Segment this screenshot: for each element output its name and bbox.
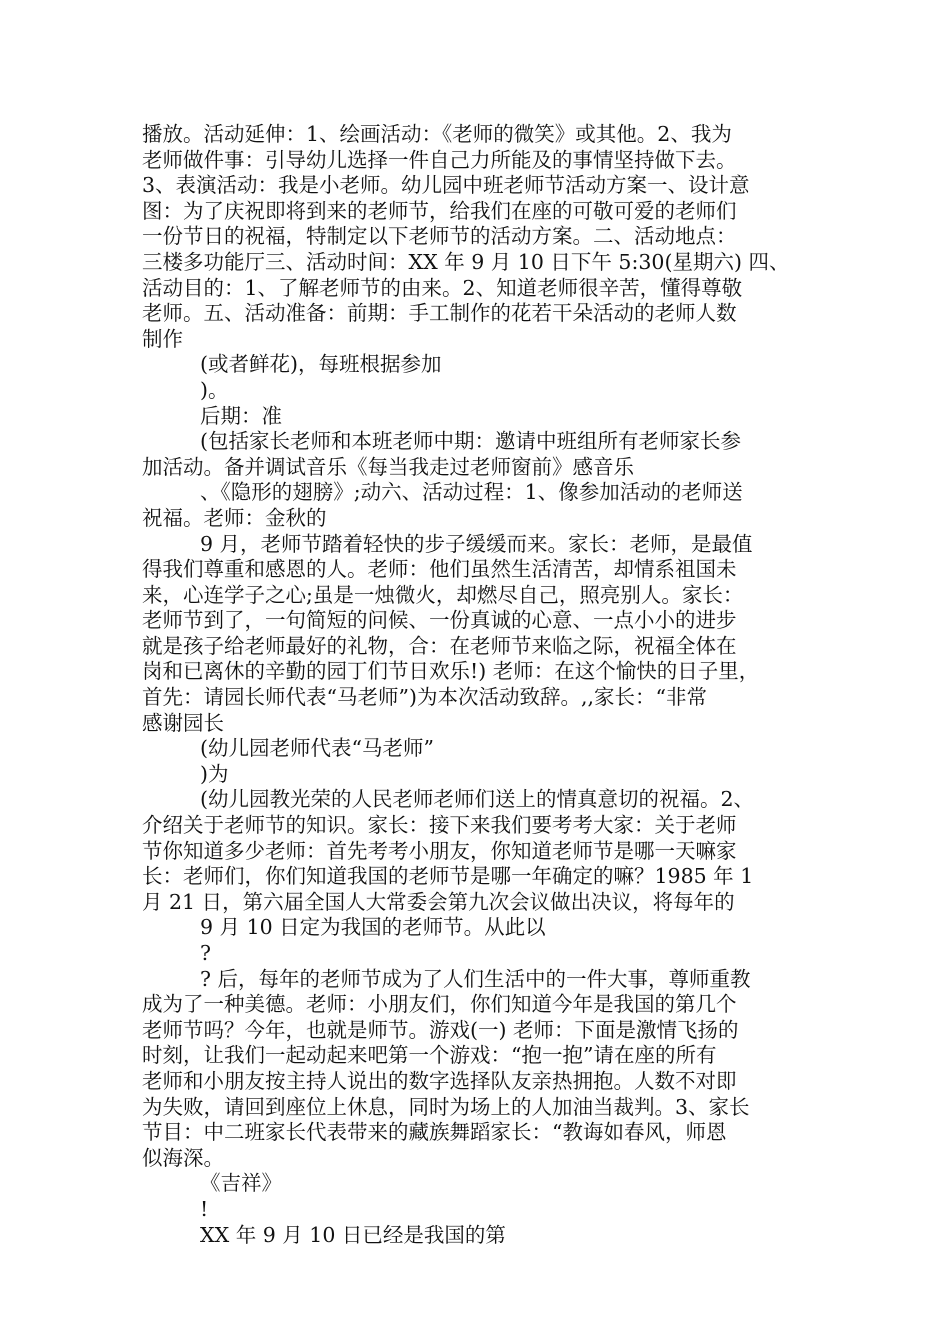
text-line: 图：为了庆祝即将到来的老师节，给我们在座的可敬可爱的老师们 bbox=[142, 198, 737, 223]
text-line: 得我们尊重和感恩的人。老师：他们虽然生活清苦，却情系祖国未 bbox=[142, 557, 737, 582]
text-line: )。 bbox=[200, 377, 229, 402]
text-line: 、《隐形的翅膀》;动六、活动过程：1、像参加活动的老师送 bbox=[200, 480, 743, 505]
text-line: 成为了一种美德。老师：小朋友们，你们知道今年是我国的第几个 bbox=[142, 992, 737, 1017]
text-line: 老师节吗？今年，也就是师节。游戏(一) 老师：下面是激情飞扬的 bbox=[142, 1017, 739, 1042]
text-line: )为 bbox=[200, 761, 229, 786]
text-line: (幼儿园老师代表“马老师” bbox=[200, 736, 434, 761]
text-line: (包括家长老师和本班老师中期：邀请中班组所有老师家长参 bbox=[200, 429, 741, 454]
text-line: 来，心连学子之心;虽是一烛微火，却燃尽自己，照亮别人。家长： bbox=[142, 582, 744, 607]
text-line: 似海深。 bbox=[142, 1145, 224, 1170]
text-line: ? 后，每年的老师节成为了人们生活中的一件大事，尊师重教 bbox=[200, 966, 751, 991]
text-line: 《吉祥》 bbox=[200, 1171, 282, 1196]
text-line: (幼儿园教光荣的人民老师老师们送上的情真意切的祝福。2、 bbox=[200, 787, 755, 812]
text-line: 就是孩子给老师最好的礼物，合：在老师节来临之际，祝福全体在 bbox=[142, 633, 737, 658]
text-line: 月 21 日，第六届全国人大常委会第九次会议做出决议，将每年的 bbox=[142, 889, 735, 914]
text-line: ! bbox=[200, 1196, 209, 1221]
text-line: ? bbox=[200, 941, 211, 965]
text-line: 岗和已离休的辛勤的园丁们节日欢乐!) 老师：在这个愉快的日子里， bbox=[142, 659, 760, 684]
text-line: 老师做件事：引导幼儿选择一件自己力所能及的事情坚持做下去。 bbox=[142, 147, 737, 172]
text-line: 节你知道多少老师：首先考考小朋友，你知道老师节是哪一天嘛家 bbox=[142, 838, 737, 863]
text-line: 后期：准 bbox=[200, 403, 282, 428]
text-line: 老师和小朋友按主持人说出的数字选择队友亲热拥抱。人数不对即 bbox=[142, 1068, 737, 1093]
text-line: 介绍关于老师节的知识。家长：接下来我们要考考大家：关于老师 bbox=[142, 813, 737, 838]
text-line: 活动目的：1、了解老师节的由来。2、知道老师很辛苦，懂得尊敬 bbox=[142, 275, 743, 300]
text-line: 加活动。备并调试音乐《每当我走过老师窗前》感音乐 bbox=[142, 454, 634, 479]
text-line: 3、表演活动：我是小老师。幼儿园中班老师节活动方案一、设计意 bbox=[142, 173, 750, 198]
document-body-text bbox=[142, 122, 822, 1248]
text-line: 首先：请园长师代表“马老师”)为本次活动致辞。,,家长：“非常 bbox=[142, 685, 707, 710]
text-line: 长：老师们，你们知道我国的老师节是哪一年确定的嘛？1985 年 1 bbox=[142, 864, 754, 889]
text-line: 老师。五、活动准备：前期：手工制作的花若干朵活动的老师人数 bbox=[142, 301, 737, 326]
text-line: 节目：中二班家长代表带来的藏族舞蹈家长：“教诲如春风，师恩 bbox=[142, 1120, 727, 1145]
text-line: 一份节日的祝福，特制定以下老师节的活动方案。二、活动地点： bbox=[142, 224, 737, 249]
text-line: 9 月 10 日定为我国的老师节。从此以 bbox=[200, 915, 546, 940]
text-line: (或者鲜花)，每班根据参加 bbox=[200, 352, 442, 377]
text-line: 三楼多功能厅三、活动时间：XX 年 9 月 10 日下午 5:30(星期六) 四、 bbox=[142, 249, 790, 274]
text-line: 播放。活动延伸：1、绘画活动：《老师的微笑》或其他。2、我为 bbox=[142, 122, 732, 146]
text-line: 9 月，老师节踏着轻快的步子缓缓而来。家长：老师，是最值 bbox=[200, 531, 753, 556]
text-line: 祝福。老师：金秋的 bbox=[142, 505, 327, 530]
text-line: 感谢园长 bbox=[142, 710, 224, 735]
text-line: 制作 bbox=[142, 326, 183, 351]
text-line: 老师节到了，一句简短的问候、一份真诚的心意、一点小小的进步 bbox=[142, 608, 737, 633]
text-line: XX 年 9 月 10 日已经是我国的第 bbox=[200, 1222, 506, 1247]
text-line: 时刻，让我们一起动起来吧第一个游戏：“抱一抱”请在座的所有 bbox=[142, 1043, 717, 1068]
text-line: 为失败，请回到座位上休息，同时为场上的人加油当裁判。3、家长 bbox=[142, 1094, 750, 1119]
